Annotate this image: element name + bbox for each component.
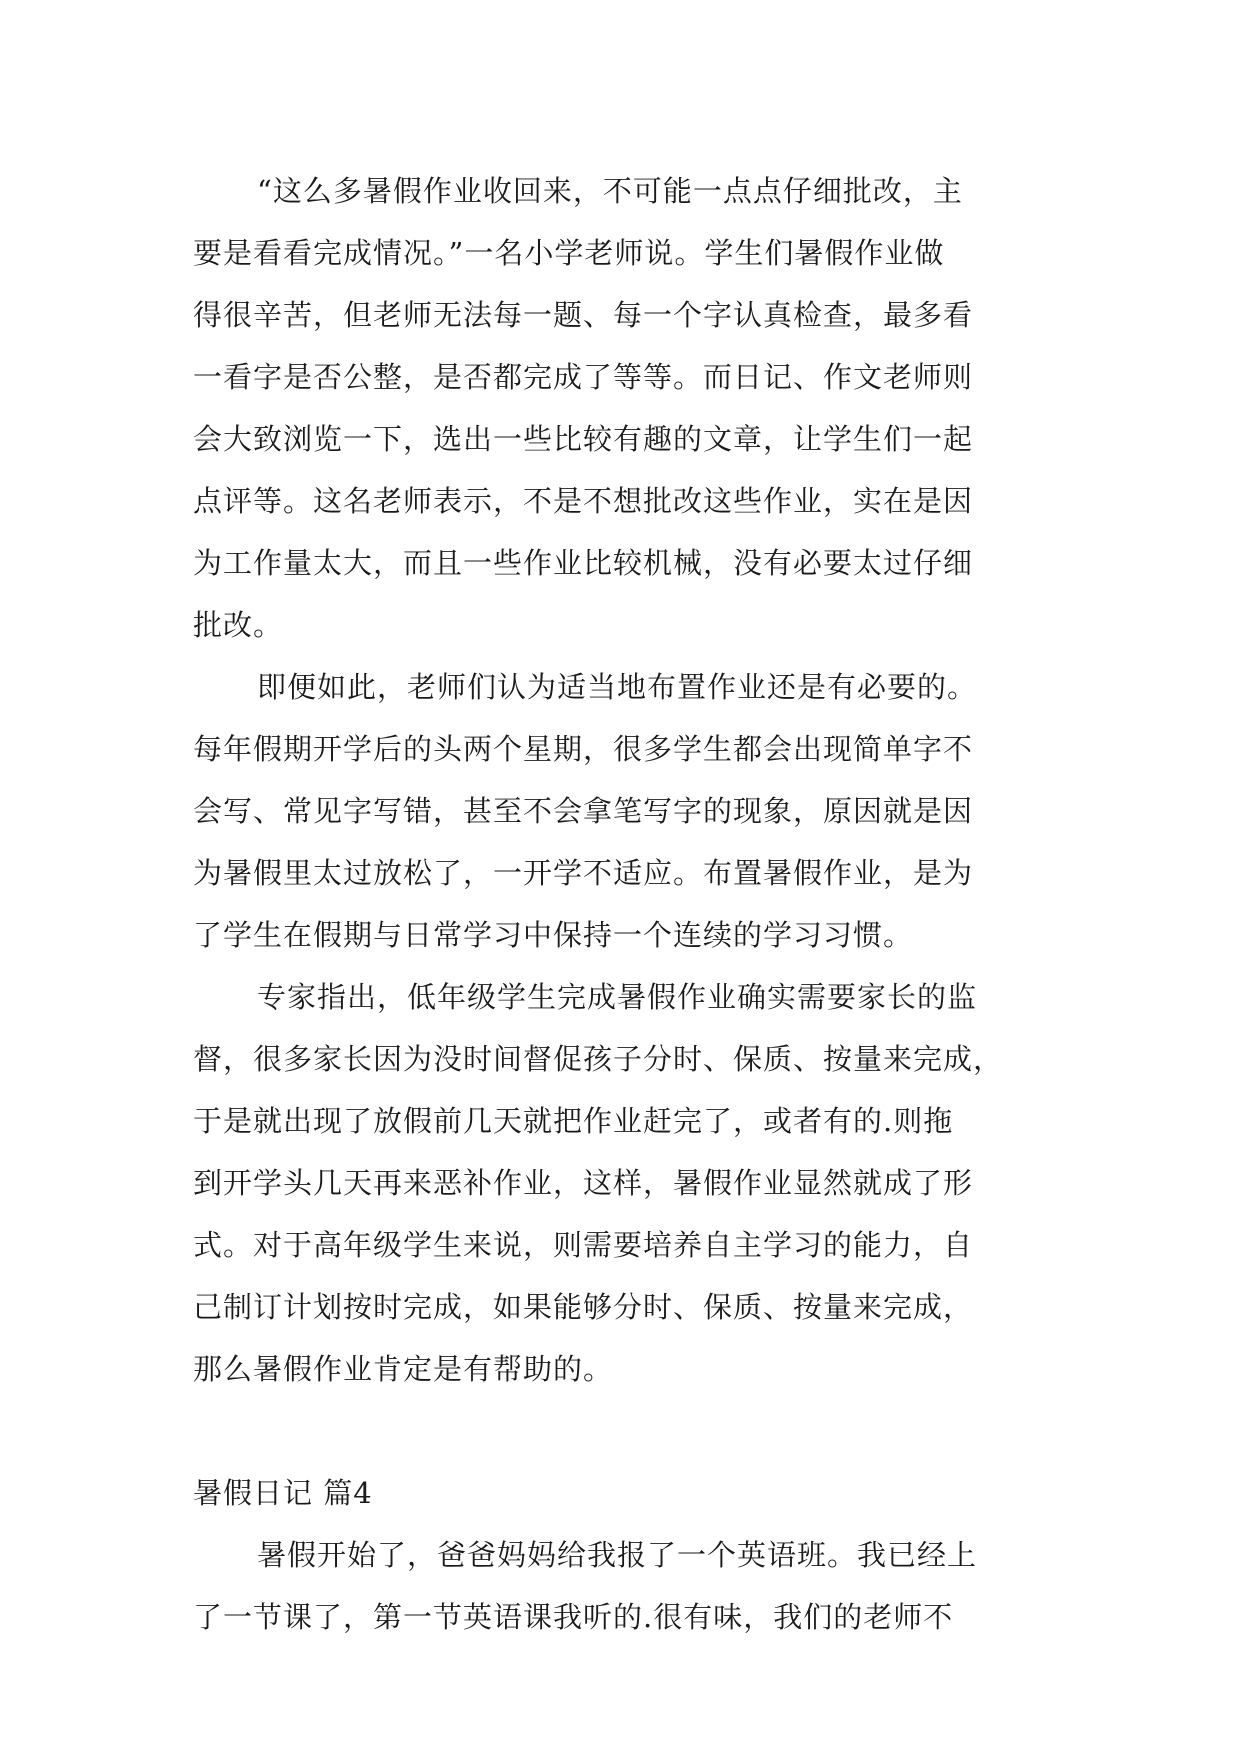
document-body [193,160,1053,1648]
paragraph-line: 专家指出，低年级学生完成暑假作业确实需要家长的监 [257,980,978,1014]
paragraph-line: 式。对于高年级学生来说，则需要培养自主学习的能力，自 [193,1228,974,1262]
paragraph-2 [193,656,1053,966]
paragraph-line: 那么暑假作业肯定是有帮助的。 [193,1352,614,1386]
section-heading: 暑假日记 篇4 [193,1476,373,1510]
paragraph-line: 一看字是否公整，是否都完成了等等。而日记、作文老师则 [193,360,974,394]
paragraph-3 [193,966,1053,1400]
paragraph-line: 会大致浏览一下，选出一些比较有趣的文章，让学生们一起 [193,422,974,456]
paragraph-line: 暑假开始了，爸爸妈妈给我报了一个英语班。我已经上 [257,1538,978,1572]
paragraph-line: 督，很多家长因为没时间督促孩子分时、保质、按量来完成， [193,1042,1004,1076]
paragraph-line: 于是就出现了放假前几天就把作业赶完了，或者有的.则拖 [193,1104,954,1138]
paragraph-line: 为暑假里太过放松了，一开学不适应。布置暑假作业，是为 [193,856,974,890]
paragraph-line: “这么多暑假作业收回来，不可能一点点仔细批改，主 [257,174,963,208]
paragraph-line: 即便如此，老师们认为适当地布置作业还是有必要的。 [257,670,978,704]
paragraph-line: 会写、常见字写错，甚至不会拿笔写字的现象，原因就是因 [193,794,974,828]
paragraph-line: 得很辛苦，但老师无法每一题、每一个字认真检查，最多看 [193,298,974,332]
paragraph-line: 了学生在假期与日常学习中保持一个连续的学习习惯。 [193,918,914,952]
section-spacer [193,1400,1053,1462]
paragraph-line: 要是看看完成情况。”一名小学老师说。学生们暑假作业做 [193,236,945,270]
paragraph-line: 己制订计划按时完成，如果能够分时、保质、按量来完成， [193,1290,974,1324]
paragraph-line: 每年假期开学后的头两个星期，很多学生都会出现简单字不 [193,732,974,766]
section-paragraph [193,1524,1053,1648]
paragraph-1 [193,160,1053,656]
paragraph-line: 到开学头几天再来恶补作业，这样，暑假作业显然就成了形 [193,1166,974,1200]
paragraph-line: 了一节课了，第一节英语课我听的.很有味，我们的老师不 [193,1600,954,1634]
paragraph-line: 批改。 [193,608,284,642]
paragraph-line: 为工作量太大，而且一些作业比较机械，没有必要太过仔细 [193,546,974,580]
paragraph-line: 点评等。这名老师表示，不是不想批改这些作业，实在是因 [193,484,974,518]
